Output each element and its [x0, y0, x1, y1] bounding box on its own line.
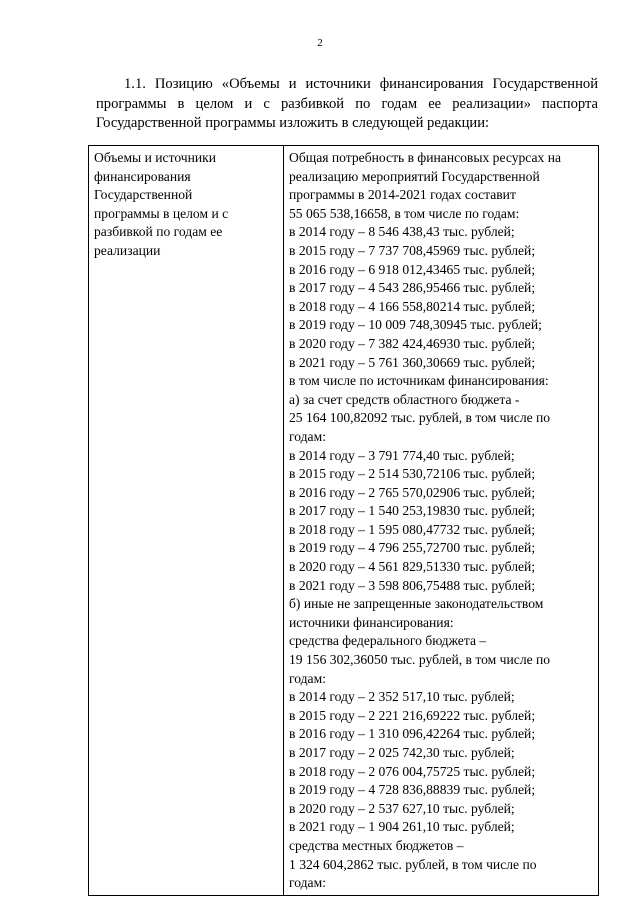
text-line: 19 156 302,36050 тыс. рублей, в том числе по: [289, 652, 551, 668]
text-line: в 2019 году – 4 796 255,72700 тыс. рублей;: [289, 540, 536, 556]
text-line: в 2019 году – 10 009 748,30945 тыс. рублей;: [289, 317, 542, 333]
right-cell: [284, 146, 599, 896]
left-cell: [89, 146, 284, 896]
text-line: разбивкой по годам ее: [94, 224, 223, 240]
passport-table: [88, 145, 599, 896]
text-line: 25 164 100,82092 тыс. рублей, в том числе по: [289, 410, 551, 426]
text-line: источники финансирования:: [289, 614, 454, 630]
text-line: в 2014 году – 3 791 774,40 тыс. рублей;: [289, 447, 515, 463]
text-line: в 2020 году – 7 382 424,46930 тыс. рублей;: [289, 335, 536, 351]
text-line: средства местных бюджетов –: [289, 837, 464, 853]
text-line: в 2017 году – 4 543 286,95466 тыс. рублей;: [289, 280, 536, 296]
text-line: 55 065 538,16658, в том числе по годам:: [289, 205, 520, 221]
text-line: б) иные не запрещенные законодательством: [289, 596, 544, 612]
text-line: в 2018 году – 1 595 080,47732 тыс. рублей;: [289, 521, 536, 537]
text-line: 1 324 604,2862 тыс. рублей, в том числе по: [289, 856, 537, 872]
text-line: в 2015 году – 2 221 216,69222 тыс. рублей;: [289, 707, 536, 723]
text-line: в 2014 году – 8 546 438,43 тыс. рублей;: [289, 224, 515, 240]
text-line: программы в 2014-2021 годах составит: [289, 187, 516, 203]
text-line: в 2015 году – 7 737 708,45969 тыс. рублей;: [289, 242, 536, 258]
text-line: средства федерального бюджета –: [289, 633, 487, 649]
text-line: в 2021 году – 1 904 261,10 тыс. рублей;: [289, 819, 515, 835]
text-line: программы в целом и с: [94, 205, 229, 221]
text-line: в 2017 году – 2 025 742,30 тыс. рублей;: [289, 745, 515, 760]
text-line: в том числе по источникам финансирования:: [289, 373, 549, 389]
intro-text: 1.1. Позицию «Объемы и источники финансирования Государственной программы в целом и с разбивкой по годам ее реализации» паспорта Государственной программы изложить в следующей редакции:: [96, 76, 598, 131]
text-line: финансирования: [94, 168, 191, 184]
text-line: в 2021 году – 5 761 360,30669 тыс. рублей;: [289, 354, 536, 370]
text-line: реализации: [94, 242, 161, 258]
text-line: в 2016 году – 2 765 570,02906 тыс. рублей;: [289, 484, 536, 500]
intro-paragraph: [96, 75, 598, 134]
text-line: годам:: [289, 670, 326, 686]
text-line: Объемы и источники: [94, 150, 217, 165]
text-line: в 2020 году – 4 561 829,51330 тыс. рублей;: [289, 559, 536, 575]
text-line: годам:: [289, 428, 326, 444]
text-line: в 2018 году – 4 166 558,80214 тыс. рублей;: [289, 298, 536, 314]
text-line: в 2017 году – 1 540 253,19830 тыс. рублей;: [289, 503, 536, 519]
text-line: в 2018 году – 2 076 004,75725 тыс. рублей;: [289, 763, 536, 779]
text-line: Государственной: [94, 187, 193, 203]
text-line: в 2015 году – 2 514 530,72106 тыс. рублей;: [289, 466, 536, 482]
text-line: в 2019 году – 4 728 836,88839 тыс. рублей;: [289, 782, 536, 798]
text-line: в 2014 году – 2 352 517,10 тыс. рублей;: [289, 689, 515, 705]
text-line: реализацию мероприятий Государственной: [289, 168, 540, 184]
text-line: в 2021 году – 3 598 806,75488 тыс. рублей;: [289, 577, 536, 593]
text-line: в 2016 году – 6 918 012,43465 тыс. рублей;: [289, 261, 536, 277]
text-line: Общая потребность в финансовых ресурсах на: [289, 150, 562, 165]
text-line: годам:: [289, 875, 326, 891]
text-line: а) за счет средств областного бюджета -: [289, 391, 520, 407]
table-row: [89, 146, 599, 896]
page-number: 2: [317, 37, 323, 49]
text-line: в 2016 году – 1 310 096,42264 тыс. рублей;: [289, 726, 536, 742]
text-line: в 2020 году – 2 537 627,10 тыс. рублей;: [289, 800, 515, 816]
